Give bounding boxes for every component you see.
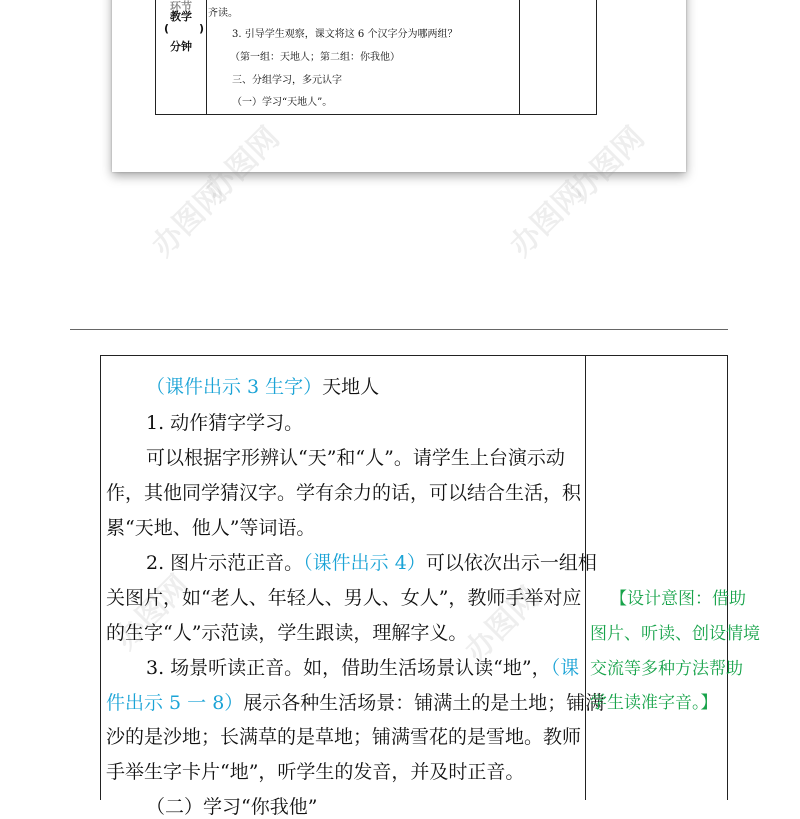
preview-line-4: （一）学习“天地人”。 [232,97,333,108]
table-border-right [727,355,728,800]
lesson-text: （课 [550,657,580,679]
note-line: 图片、听读、创设情境 [590,624,760,644]
lesson-text: 天地人 [322,376,380,398]
note-line: 交流等多种方法帮助 [590,659,743,679]
preview-left-label-2: ) [198,22,204,35]
lesson-text: 沙的是沙地；长满草的是草地；铺满雪花的是雪地。教师 [106,726,582,748]
note-line: 【设计意图：借助 [610,589,746,609]
lesson-text: 可以根据字形辨认“天”和“人”。请学生上台演示动 [146,447,565,469]
preview-line-0: 齐读。 [208,8,238,19]
table-border-left [100,355,101,800]
preview-right-column-border [519,0,520,114]
lesson-text: 手举生字卡片“地”，听学生的发音，并及时正音。 [106,761,525,783]
lesson-line [106,757,524,784]
lesson-line [146,653,579,680]
table-border-middle [585,355,586,800]
lesson-text: 作，其他同学猜汉字。学有余力的话，可以结合生活，积 [106,482,582,504]
lesson-line [146,792,317,819]
lesson-text: 关图片，如“老人、年轻人、男人、女人”，教师手举对应 [106,587,582,609]
page-separator [70,329,728,330]
lesson-text: 2. 图片示范正音。 [146,552,304,574]
lesson-line [146,372,379,399]
lesson-text: 累“天地、他人”等词语。 [106,517,316,539]
preview-line-3: 三、分组学习，多元认字 [232,75,342,86]
lesson-text: 1. 动作猜字学习。 [146,412,304,434]
lesson-text: （课件出示 3 生字） [146,376,323,398]
lesson-text: （课件出示 4） [303,552,426,574]
lesson-line [106,688,604,715]
lesson-text: 展示各种生活场景：铺满土的是土地；铺满 [243,692,605,714]
preview-left-label-0: 教学 [170,10,192,23]
watermark: 办图网 [503,175,592,264]
preview-left-label-1: ( [164,22,170,35]
lesson-line [146,408,303,435]
lesson-line [146,548,597,575]
preview-left-label-partial: 环节 [170,0,192,13]
watermark: 办图网 [145,175,234,264]
lesson-line [106,478,581,505]
preview-line-1: 3. 引导学生观察，课文将这 6 个汉字分为哪两组？ [232,29,458,40]
note-line: 学生读准字音。】 [590,693,718,713]
lesson-text: （二）学习“你我他” [146,796,318,818]
lesson-line [106,583,581,610]
watermark: 办图网 [198,120,287,209]
table-top-border [100,355,728,356]
watermark: 办图网 [563,120,652,209]
lesson-line [146,443,565,470]
preview-line-2: （第一组：天地人；第二组：你我他） [230,52,400,63]
lesson-text: 的生字“人”示范读，学生跟读，理解字义。 [106,622,468,644]
lesson-line [106,513,315,540]
watermark: 办图网 [108,568,197,657]
watermark: 办图网 [458,580,547,669]
lesson-text: 件出示 5 一 8） [106,692,244,714]
lesson-text: 3. 场景听读正音。如，借助生活场景认读“地”， [146,657,551,679]
lesson-line [106,618,467,645]
preview-left-label-3: 分钟 [170,40,192,53]
lesson-line [106,722,581,749]
lesson-text: 可以依次出示一组相 [425,552,597,574]
